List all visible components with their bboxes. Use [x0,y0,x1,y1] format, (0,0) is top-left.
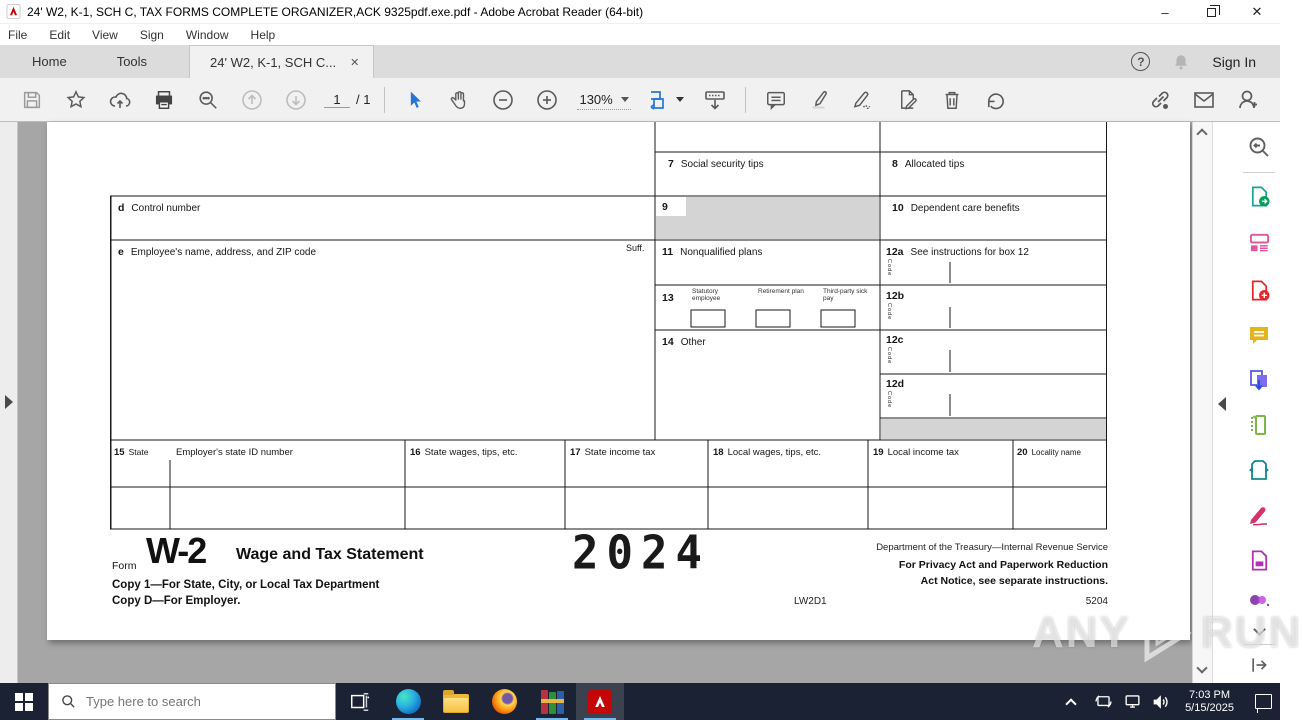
form-word: Form [112,560,137,572]
show-hidden-icons-button[interactable] [1063,696,1085,708]
more-tools-button[interactable] [1246,588,1272,614]
main-toolbar [0,78,1280,122]
box12a-code-label: Code [886,259,892,277]
more-tools-chevron[interactable] [1246,616,1272,642]
page-number-input[interactable] [324,92,350,108]
form-number: W-2 [146,530,206,571]
menu-file[interactable]: File [8,27,28,42]
windows-logo-icon [15,693,33,711]
window-titlebar [0,0,1280,24]
fill-and-sign-button[interactable] [849,85,879,115]
tab-close-icon[interactable]: ✕ [350,56,360,69]
compress-pdf-icon [1247,458,1271,482]
organize-pages-button[interactable] [1246,412,1272,438]
ethernet-network-icon [1123,692,1142,711]
box7-label: 7 Social security tips [668,158,764,170]
box13-label: 13 [662,292,674,304]
box15b-label: Employer's state ID number [176,447,293,458]
taskbar-winrar[interactable] [528,683,576,720]
delete-pages-button[interactable] [937,85,967,115]
tab-tools[interactable]: Tools [116,54,148,69]
cloud-upload-icon [108,88,132,112]
form-year: 2024 [572,526,710,581]
user-account-button[interactable] [1233,85,1263,115]
box17-label: 17 State income tax [570,447,656,458]
treasury-line: Department of the Treasury—Internal Revenue Service [876,542,1108,553]
search-icon [61,694,76,709]
watermark-text-left: ANY [1032,608,1131,657]
combine-files-icon [1247,368,1271,392]
privacy-line2: Act Notice, see separate instructions. [920,575,1108,587]
printer-icon [153,89,175,111]
share-cloud-button[interactable] [105,85,135,115]
page-up-icon [240,88,264,112]
sign-in-button[interactable]: Sign In [1212,53,1256,70]
collapse-tools-pane-icon[interactable] [1218,397,1226,411]
winrar-icon [541,690,564,714]
document-viewport[interactable] [0,122,1302,683]
box8-label: 8 Allocated tips [892,158,965,170]
suffix-label: Suff. [626,243,645,253]
create-pdf-button[interactable] [1246,277,1272,303]
zoom-in-button[interactable] [532,85,562,115]
box9-label: 9 [662,201,668,213]
box15-label: 15 State [114,447,149,458]
box12b-code-label: Code [886,303,892,321]
save-button[interactable] [17,85,47,115]
next-page-button[interactable] [281,85,311,115]
box16-label: 16 State wages, tips, etc. [410,447,518,458]
tray-network-button[interactable] [1121,692,1143,711]
panel-divider [1243,644,1275,645]
box12c-label: 12c [886,334,904,346]
chevron-down-icon [676,97,684,102]
taskbar-search-box[interactable] [48,683,336,720]
prepare-form-button[interactable] [1246,547,1272,573]
tab-document[interactable] [189,45,374,78]
window-title: 24' W2, K-1, SCH C, TAX FORMS COMPLETE ORGANIZER,ACK 9325pdf.exe.pdf - Adobe Acrobat Reader (64-bit) [27,4,644,19]
fit-width-icon [648,88,674,112]
comment-button[interactable] [761,85,791,115]
tools-panel [1212,122,1280,683]
adobe-reader-icon [588,690,612,714]
box13-sickpay-label: Third-party sick pay [823,288,868,302]
comment-bubble-icon [765,89,787,111]
box12c-code-label: Code [886,347,892,365]
menu-view[interactable]: View [92,27,118,42]
notifications-bell-icon[interactable] [1172,53,1190,71]
hand-tool-button[interactable] [444,85,474,115]
panel-divider [1243,172,1275,173]
box20-label: 20 Locality name [1017,447,1081,458]
previous-page-button[interactable] [237,85,267,115]
organize-pages-icon [1247,413,1271,437]
find-button[interactable] [193,85,223,115]
boxe-label: e Employee's name, address, and ZIP code [118,246,317,258]
fill-sign-panel-button[interactable] [1246,502,1272,528]
rotate-pages-button[interactable] [981,85,1011,115]
chevron-down-icon [1253,623,1266,636]
tab-home[interactable]: Home [32,54,67,69]
comment-panel-icon [1247,323,1271,347]
taskbar-search-input[interactable] [86,694,276,709]
box11-label: 11 Nonqualified plans [662,246,763,258]
compress-pdf-button[interactable] [1246,457,1272,483]
task-view-button[interactable] [336,683,384,720]
restore-icon [1207,8,1216,17]
link-share-icon [1148,88,1172,112]
export-pdf-icon [1248,185,1271,208]
toolbar-divider [384,87,385,113]
restore-button[interactable] [1188,0,1234,24]
zoom-level-dropdown[interactable] [577,90,630,110]
tab-bar [0,45,1280,78]
watermark-text-right: RUN [1200,608,1302,657]
zoom-level-value: 130% [579,91,613,107]
adobe-pdf-file-icon [6,4,21,19]
page-display-button[interactable] [646,85,686,115]
task-view-icon [349,691,371,713]
box12a-label: 12a See instructions for box 12 [886,246,1029,258]
zoom-in-icon [535,88,559,112]
tray-volume-button[interactable] [1150,692,1172,712]
copy1-line: Copy 1—For State, City, or Local Tax Department [112,579,380,591]
prepare-form-icon [1248,549,1271,572]
chevron-up-icon [1065,698,1076,709]
share-link-button[interactable] [1145,85,1175,115]
privacy-line1: For Privacy Act and Paperwork Reduction [898,559,1108,571]
envelope-icon [1192,88,1216,112]
highlighter-icon [809,89,831,111]
search-tools-button[interactable] [1246,134,1272,160]
edit-pdf-panel-button[interactable] [1246,229,1272,255]
cursor-arrow-icon [405,90,425,110]
w2-form [110,122,1108,640]
signature-pen-icon [852,88,875,111]
form-title: Wage and Tax Statement [236,546,424,563]
box12d-code-label: Code [886,391,892,409]
rotate-icon [984,88,1007,111]
expand-arrow-icon [1249,655,1269,675]
box10-label: 10 Dependent care benefits [892,202,1020,214]
close-button[interactable]: ✕ [1251,4,1263,19]
favorites-button[interactable] [61,85,91,115]
menu-edit[interactable]: Edit [49,27,71,42]
page-edit-icon [896,88,919,111]
page-total-label: / 1 [356,92,371,107]
chevron-down-icon [621,97,629,102]
menu-sign[interactable]: Sign [139,27,164,42]
box14-label: 14 Other [662,336,706,348]
menu-window[interactable]: Window [185,27,229,42]
presentation-screen-icon [703,88,727,112]
clock-time: 7:03 PM [1189,688,1231,701]
edit-pdf-icon [1248,231,1271,254]
combine-files-button[interactable] [1246,367,1272,393]
scroll-down-icon[interactable] [1196,662,1207,673]
boxd-label: d Control number [118,202,201,214]
action-center-icon[interactable] [1255,694,1272,709]
taskbar-clock[interactable] [1179,689,1240,715]
minimize-button[interactable]: – [1161,4,1169,20]
menu-bar [0,24,1280,45]
highlight-button[interactable] [805,85,835,115]
taskbar-file-explorer[interactable] [432,683,480,720]
expand-nav-pane-icon[interactable] [5,395,13,409]
select-tool-button[interactable] [400,85,430,115]
edit-pdf-button[interactable] [893,85,923,115]
hand-icon [448,89,470,111]
vertical-scrollbar[interactable] [1192,122,1212,683]
help-icon[interactable]: ? [1131,52,1150,71]
volume-icon [1151,692,1171,712]
page-down-icon [284,88,308,112]
create-pdf-icon [1248,279,1271,302]
file-explorer-icon [443,694,469,713]
taskbar-firefox[interactable] [480,683,528,720]
windows-taskbar [0,683,1280,720]
taskbar-adobe-reader[interactable] [576,683,624,720]
tray-display-button[interactable] [1092,692,1114,711]
navigation-pane-strip [0,122,18,683]
star-icon [65,89,87,111]
display-sync-icon [1094,692,1113,711]
reading-mode-button[interactable] [700,85,730,115]
box19-label: 19 Local income tax [873,447,959,458]
w2-form-grid [110,122,1108,532]
form-code-left: LW2D1 [794,596,827,607]
firefox-icon [492,689,517,714]
print-button[interactable] [149,85,179,115]
box12b-label: 12b [886,290,905,302]
comment-panel-button[interactable] [1246,322,1272,348]
person-add-icon [1236,88,1260,112]
box18-label: 18 Local wages, tips, etc. [713,447,822,458]
box13-statutory-label: Statutory employee [692,288,721,302]
more-tools-dots-icon [1247,592,1271,610]
form-code-right: 5204 [1085,596,1108,607]
clock-date: 5/15/2025 [1185,701,1234,714]
toolbar-divider [745,87,746,113]
fill-sign-pen-icon [1247,503,1271,527]
tab-document-label: 24' W2, K-1, SCH C... [210,54,337,70]
trash-icon [941,89,963,111]
search-icon [197,89,219,111]
start-button[interactable] [0,683,48,720]
box12d-label: 12d [886,378,905,390]
save-icon [21,89,43,111]
copy2-line: Copy D—For Employer. [112,595,241,607]
zoom-out-button[interactable] [488,85,518,115]
menu-help[interactable]: Help [250,27,276,42]
search-tools-icon [1247,135,1271,159]
open-tools-pane-button[interactable] [1246,652,1272,678]
export-pdf-button[interactable] [1246,183,1272,209]
email-button[interactable] [1189,85,1219,115]
scroll-up-icon[interactable] [1196,128,1207,139]
taskbar-edge[interactable] [384,683,432,720]
edge-icon [396,689,421,714]
zoom-out-icon [491,88,515,112]
box13-retirement-label: Retirement plan [758,288,804,295]
